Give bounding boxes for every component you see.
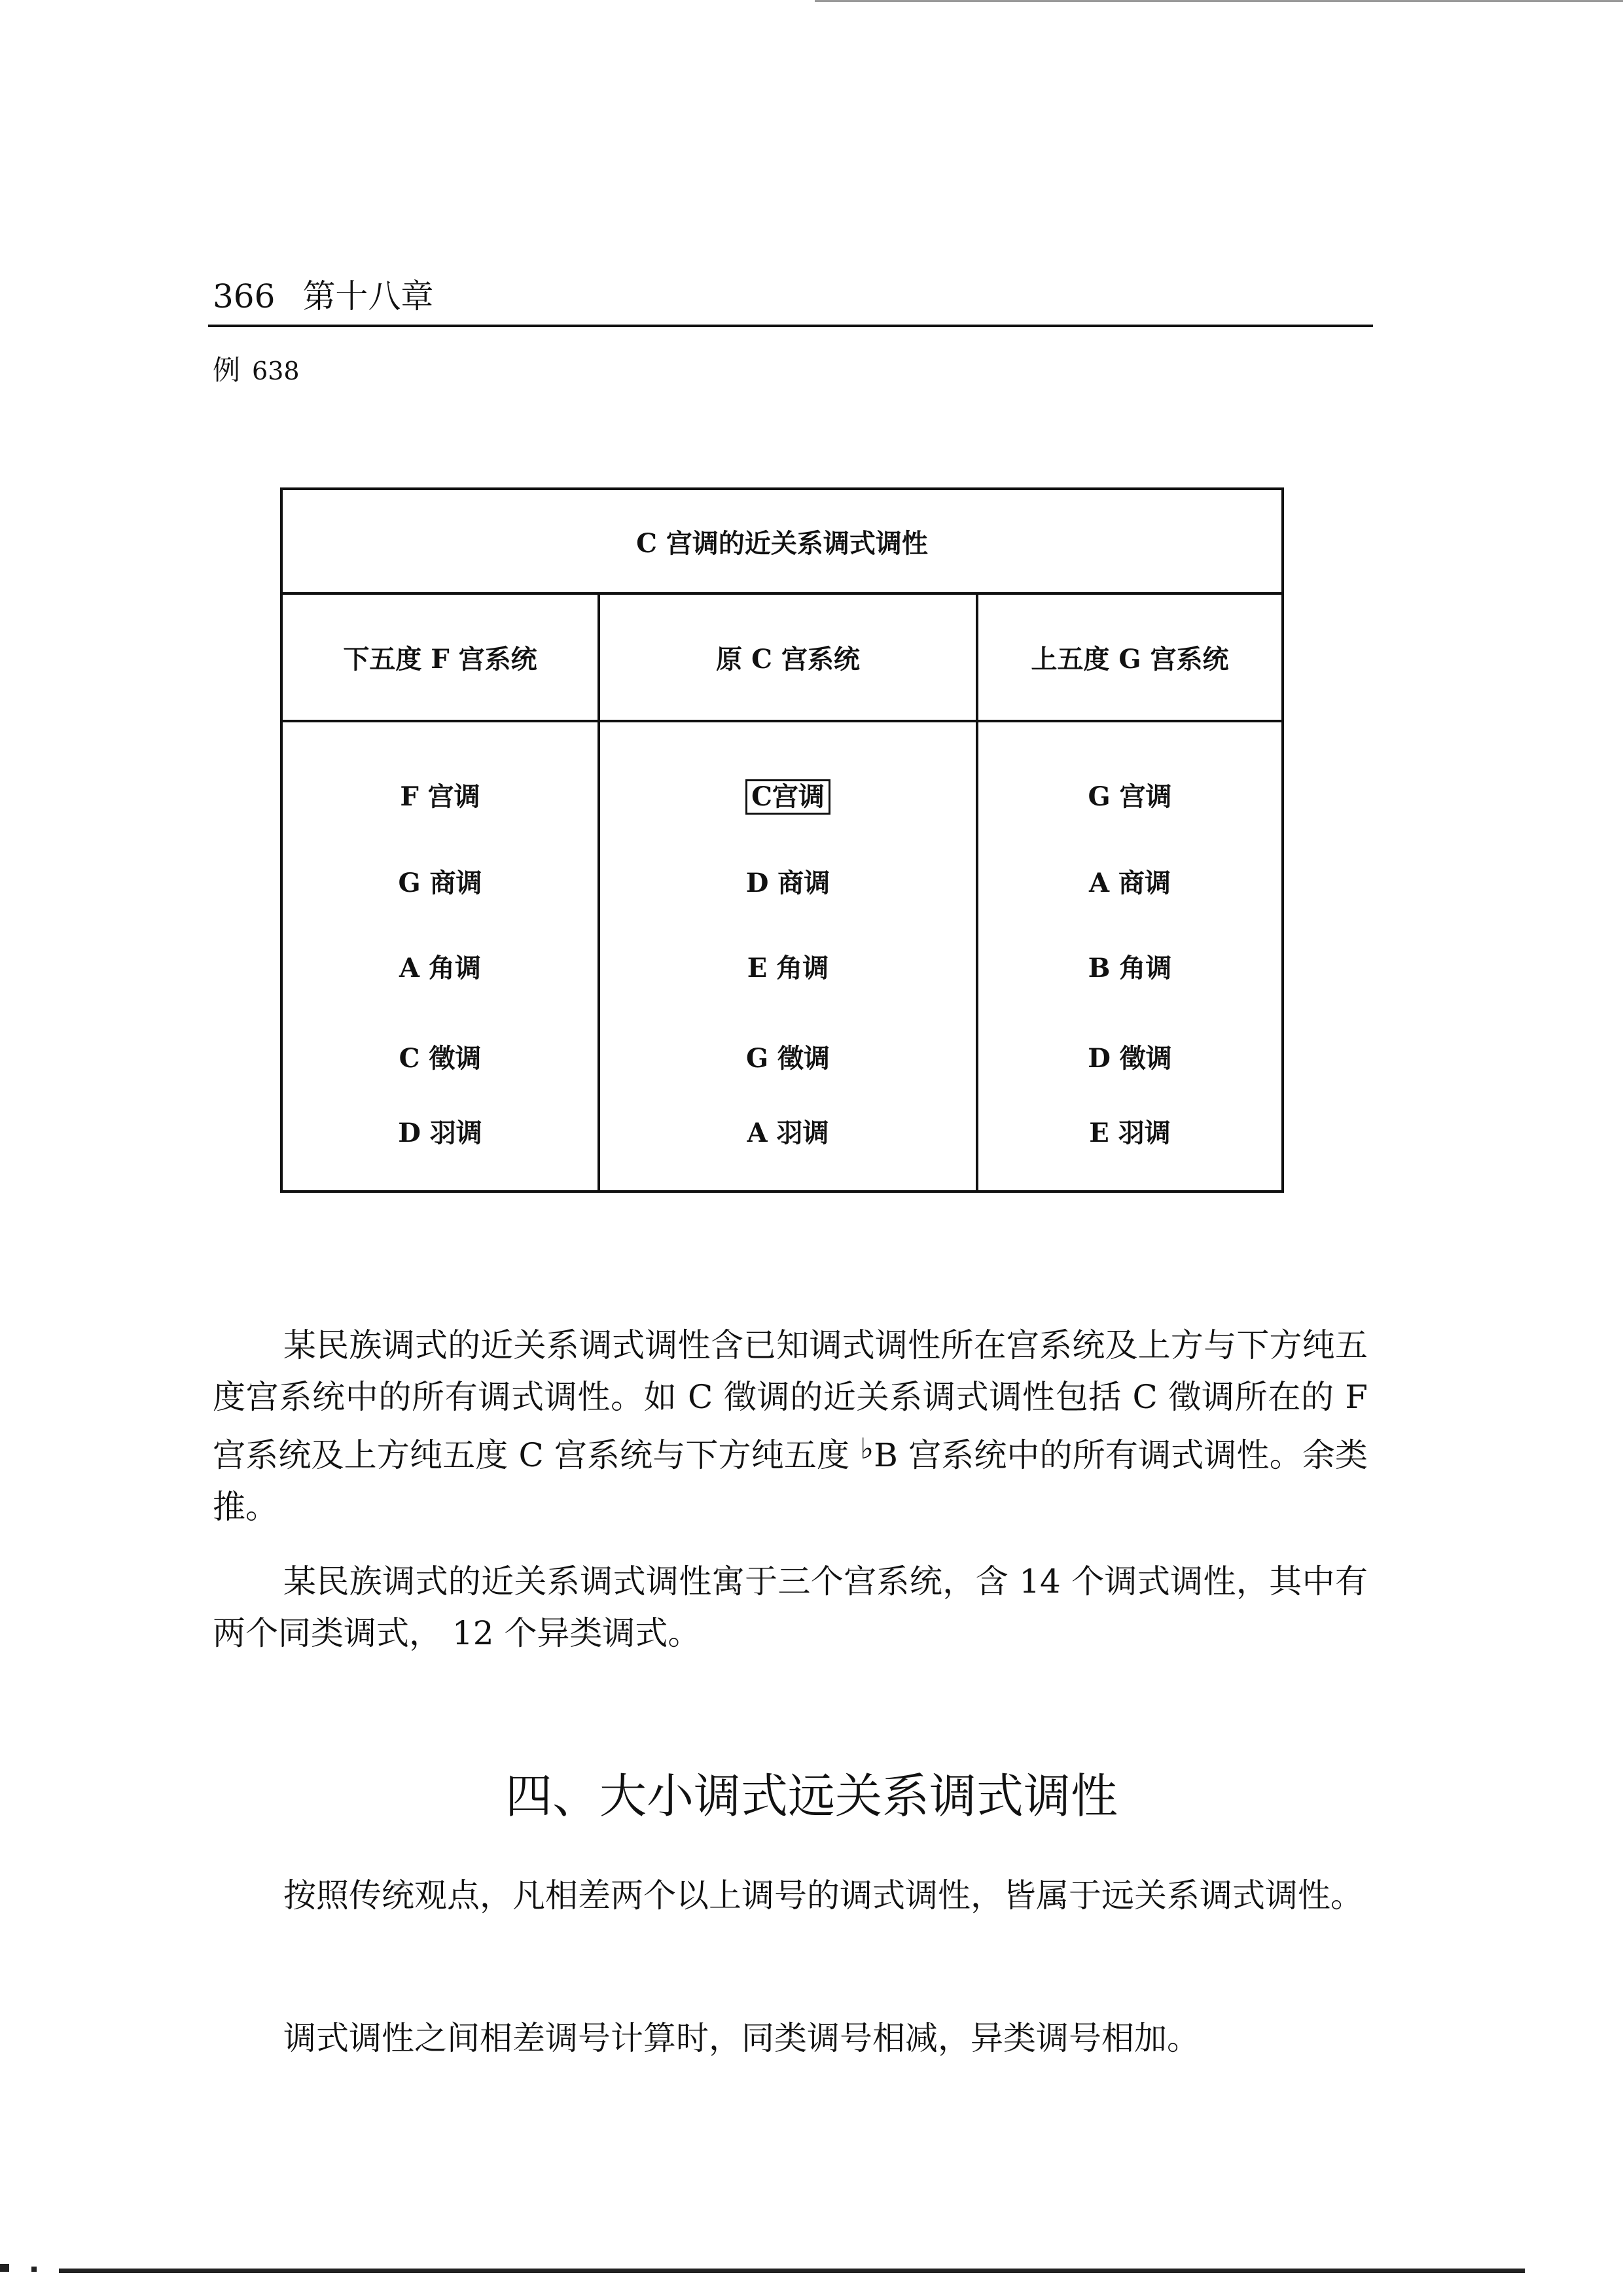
- column-header: 原 C 宫系统: [600, 595, 976, 722]
- paragraph-key-signature-calculation: 调式调性之间相差调号计算时，同类调号相减，异类调号相加。: [283, 2019, 1200, 2057]
- table-cell: G 商调: [398, 868, 482, 898]
- table-cell: D 商调: [745, 868, 830, 898]
- table-cell: A 商调: [1089, 868, 1171, 898]
- table-cell: B 角调: [1088, 953, 1172, 983]
- table-cell: A 角调: [399, 953, 481, 983]
- example-prefix: 例: [213, 354, 241, 386]
- column-header: 上五度 G 宫系统: [978, 595, 1281, 722]
- table-cell: C 徵调: [399, 1043, 482, 1074]
- column-header: 下五度 F 宫系统: [283, 595, 597, 722]
- table-cell: E 羽调: [1089, 1118, 1171, 1148]
- section-heading: 四、大小调式远关系调式调性: [505, 1769, 1118, 1824]
- table-cell: F 宫调: [400, 781, 480, 812]
- running-header: [213, 274, 433, 319]
- table-column-original: [600, 595, 978, 1190]
- example-label: [213, 351, 300, 391]
- paragraph-distant-keys-definition: 按照传统观点，凡相差两个以上调号的调式调性，皆属于远关系调式调性。: [283, 1877, 1363, 1915]
- boxed-key-label: C宫调: [745, 779, 830, 815]
- page-number: 366: [213, 277, 276, 315]
- table-cell: A 羽调: [747, 1118, 829, 1148]
- related-keys-table: [280, 487, 1284, 1193]
- paragraph-text: 某民族调式的近关系调式调性含已知调式调性所在宫系统及上方与下方纯五度宫系统中的所有调式调性。如 C 徵调的近关系调式调性包括 C 徵调所在的 F 宫系统及上方纯五度 C 宫系统与下方纯五度: [213, 1326, 1368, 1474]
- table-column-lower-fifth: [283, 595, 600, 1190]
- table-column-upper-fifth: [978, 595, 1281, 1190]
- table-cell: G 徵调: [745, 1043, 830, 1074]
- table-cell: E 角调: [747, 953, 829, 983]
- paragraph-text: B 宫系统中的所有调式调性。余类推。: [213, 1436, 1368, 1526]
- table-cell: D 羽调: [398, 1118, 482, 1148]
- scan-artifact: [0, 2264, 9, 2272]
- table-cell: D 徵调: [1088, 1043, 1172, 1074]
- scan-artifact: [31, 2267, 37, 2272]
- bottom-scan-rule: [59, 2269, 1525, 2273]
- table-title: C 宫调的近关系调式调性: [283, 490, 1281, 595]
- example-number: 638: [252, 357, 300, 385]
- paragraph-related-keys-count: 某民族调式的近关系调式调性寓于三个宫系统，含 14 个调式调性，其中有两个同类调式， 12 个异类调式。: [213, 1563, 1368, 1652]
- top-edge-rule: [815, 0, 1623, 2]
- flat-symbol: ♭: [860, 1432, 874, 1466]
- header-rule: [208, 325, 1373, 327]
- chapter-title: 第十八章: [302, 277, 434, 315]
- paragraph-related-keys-definition: [213, 1320, 1368, 1533]
- table-cell-highlighted: [600, 779, 976, 815]
- table-cell: G 宫调: [1088, 781, 1172, 812]
